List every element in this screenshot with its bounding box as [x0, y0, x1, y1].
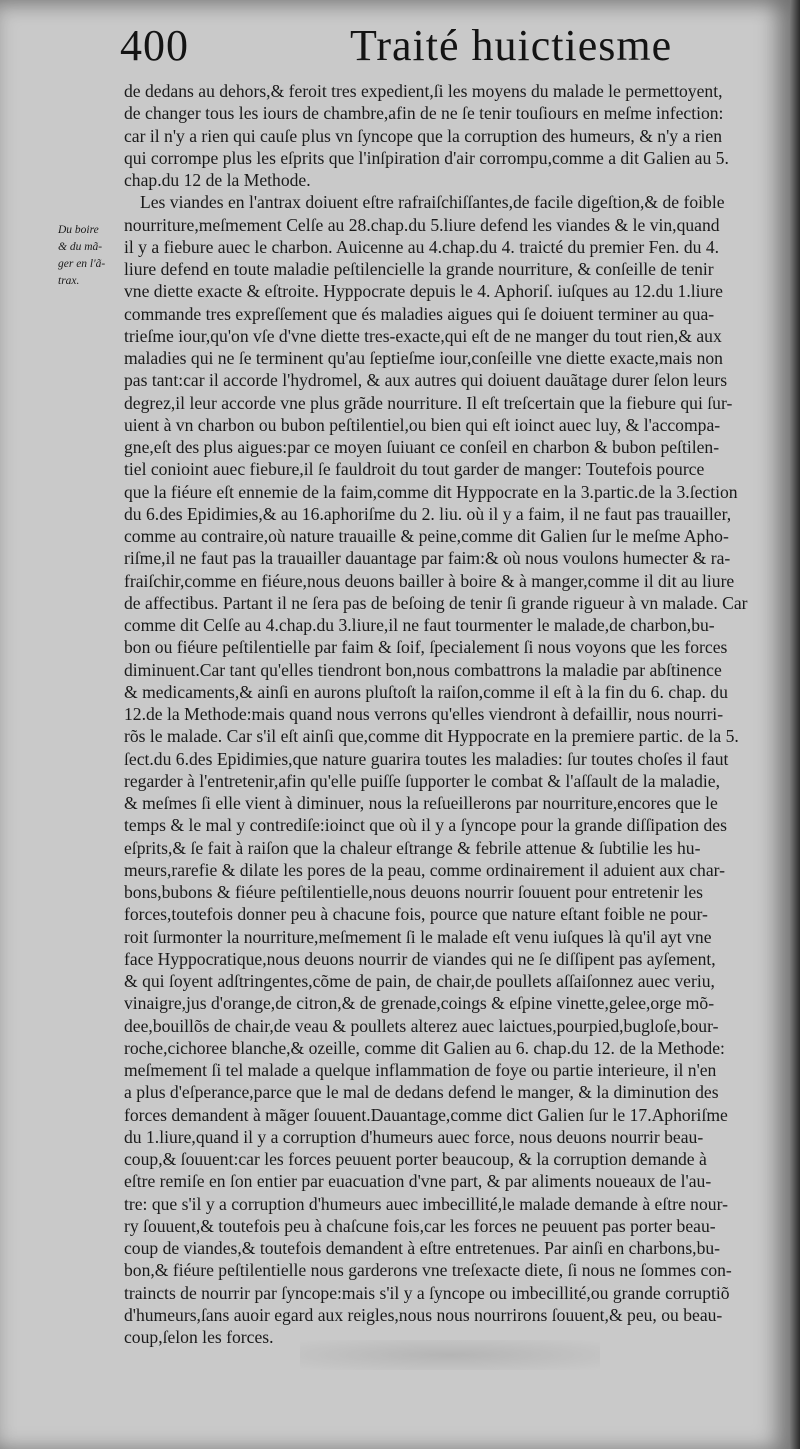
- margin-note-line: & du mã-: [58, 241, 103, 253]
- text-line: il y a fiebure auec le charbon. Auicenne au 4.chap.du 4. traicté du premier Fen. du 4.: [124, 236, 720, 257]
- text-line: rõs le malade. Car s'il eſt ainſi que,comme dit Hyppocrate en la premiere partic. de la 5.: [124, 726, 739, 747]
- text-line: liure defend en toute maladie peſtilencielle la grande nourriture, & conſeille de tenir: [124, 259, 714, 279]
- text-line: roit ſurmonter la nourriture,meſmement ſi le malade eſt venu iuſques là qu'il ayt vne: [124, 926, 712, 947]
- text-line: bon ou fiéure peſtilentielle par faim & ſoif, ſpecialement ſi nous voyons que les forces: [124, 637, 728, 658]
- text-line: maladies qui ne ſe terminent qu'au ſeptieſme iour,conſeille vne diette exacte,mais non: [124, 348, 723, 368]
- body-text: [124, 80, 774, 1348]
- text-line: coup,ſelon les forces.: [124, 1327, 274, 1347]
- text-line: traincts de nourrir par ſyncope:mais s'il y a ſyncope ou imbecillité,ou grande corruptiõ: [124, 1282, 730, 1303]
- text-line: uient à vn charbon ou bubon peſtilentiel,ou bien qui eſt ioinct auec luy, & l'accompa-: [124, 414, 721, 435]
- text-line: dee,bouillõs de chair,de veau & poullets alterez auec laictues,pourpied,bugloſe,bour-: [124, 1015, 719, 1036]
- binding-gutter: [790, 0, 800, 1449]
- margin-note-line: ger en l'ã-: [58, 258, 106, 270]
- text-line: tiel conioint auec fiebure,il ſe fauldroit du tout garder de manger: Toutefois pource: [124, 459, 705, 480]
- text-line: du 1.liure,quand il y a corruption d'humeurs auec force, nous deuons nourrir beau-: [124, 1126, 704, 1147]
- text-line: tre: que s'il y a corruption d'humeurs auec imbecillité,le malade demande à eſtre nour-: [124, 1193, 728, 1214]
- text-line: meurs,rarefie & dilate les pores de la peau, comme ordinairement il aduient aux char-: [124, 859, 726, 880]
- margin-note-line: Du boire: [58, 224, 99, 236]
- text-line: diminuent.Car tant qu'elles tiendront bon,nous combattrons la maladie par abſtinence: [124, 659, 722, 680]
- text-line: vinaigre,jus d'orange,de citron,& de grenade,coings & eſpine vinette,gelee,orge mõ-: [124, 993, 715, 1014]
- running-title: Traité huictiesme: [350, 21, 673, 70]
- text-line: & meſmes ſi elle vient à diminuer, nous la reſueillerons par nourriture,encores que le: [124, 793, 718, 813]
- text-line: que la fiéure eſt ennemie de la faim,comme dit Hyppocrate en la 3.partic.de la 3.ſection: [124, 481, 738, 502]
- text-line: forces demandent à mãger ſouuent.Dauantage,comme dict Galien ſur le 17.Aphoriſme: [124, 1104, 728, 1125]
- text-line: du 6.des Epidimies,& au 16.aphoriſme du 2. liu. où il y a faim, il ne faut pas trauailler,: [124, 503, 732, 524]
- text-line: a plus d'eſperance,parce que le mal de dedans defend le manger, & la diminution des: [124, 1082, 719, 1103]
- text-line: degrez,il leur accorde vne plus grãde nourriture. Il eſt treſcertain que la fiebure qui ſur-: [124, 392, 733, 413]
- text-line: chap.du 12 de la Methode.: [124, 170, 311, 190]
- text-line: bons,bubons & fiéure peſtilentielle,nous deuons nourrir ſouuent pour entretenir les: [124, 882, 703, 902]
- text-line: nourriture,meſmement Celſe au 28.chap.du 5.liure defend les viandes & le vin,quand: [124, 214, 720, 235]
- text-line: meſmement ſi tel malade a quelque inflammation de foye ou partie interieure, il n'en: [124, 1060, 717, 1080]
- page-header: [120, 20, 760, 76]
- text-line: gne,eſt des plus aigues:par ce moyen ſuiuant ce conſeil en charbon & bubon peſtilen-: [124, 437, 720, 457]
- text-line: bon,& fiéure peſtilentielle nous garderons vne treſexacte diete, ſi nous ne ſommes con-: [124, 1260, 732, 1281]
- page-number: 400: [120, 21, 189, 70]
- text-line: forces,toutefois donner peu à chacune fois, pource que nature eſtant foible ne pour-: [124, 904, 708, 925]
- text-line: roche,cichoree blanche,& ozeille, comme dit Galien au 6. chap.du 12. de la Methode:: [124, 1037, 725, 1058]
- text-line: ſect.du 6.des Epidimies,que nature guarira toutes les maladies: ſur toutes choſes il faut: [124, 748, 729, 769]
- text-line: commande tres expreſſement que és maladies aigues qui ſe doiuent terminer au qua-: [124, 303, 715, 324]
- text-line: face Hyppocratique,nous deuons nourrir de viandes qui ne ſe diſſipent pas ayſement,: [124, 948, 716, 969]
- text-line: regarder à l'entretenir,afin qu'elle puiſſe ſupporter le combat & l'aſſault de la maladie,: [124, 770, 720, 791]
- text-line: de changer tous les iours de chambre,afin de ne ſe tenir touſiours en meſme infection:: [124, 103, 724, 124]
- text-line: qui corrompe plus les eſprits que l'inſpiration d'air corrompu,comme a dit Galien au 5.: [124, 147, 729, 168]
- text-line: eſtre remiſe en ſon entier par euacuation d'vne part, & par aliments noueaux de l'au-: [124, 1171, 712, 1192]
- text-line: temps & le mal y contrediſe:ioinct que où il y a ſyncope pour la grande diſſipation des: [124, 815, 727, 836]
- margin-note-line: trax.: [58, 275, 80, 287]
- text-line: vne diette exacte & eſtroite. Hyppocrate depuis le 4. Aphoriſ. iuſques au 12.du 1.liure: [124, 281, 723, 302]
- text-line: coup,& ſouuent:car les forces peuuent porter beaucoup, & la corruption demande à: [124, 1149, 707, 1169]
- text-line: riſme,il ne faut pas la trauailler dauantage par faim:& où nous voulons humecter & ra-: [124, 548, 731, 569]
- text-line: trieſme iour,qu'on vſe d'vne diette tres-exacte,qui eſt de ne manger du tout rien,& aux: [124, 325, 722, 346]
- text-line: fraiſchir,comme en fiéure,nous deuons bailler à boire & à manger,comme il dit au liure: [124, 570, 735, 591]
- text-line: 12.de la Methode:mais quand nous verrons qu'elles viendront à defaillir, nous nourri-: [124, 704, 724, 724]
- text-line: & qui ſoyent adſtringentes,cõme de pain, de chair,de poullets aſſaiſonnez auec veriu,: [124, 971, 715, 991]
- text-line: & medicaments,& ainſi en aurons pluſtoſt la raiſon,comme il eſt à la fin du 6. chap. du: [124, 681, 728, 702]
- text-line: comme au contraire,où nature trauaille & peine,comme dit Galien ſur le meſme Apho-: [124, 526, 729, 546]
- text-line: car il n'y a rien qui cauſe plus vn ſyncope que la corruption des humeurs, & n'y a rien: [124, 125, 722, 146]
- show-through-stain: [300, 1340, 600, 1370]
- text-line: de affectibus. Partant il ne ſera pas de beſoing de tenir ſi grande rigueur à vn malade. Car: [124, 592, 748, 613]
- text-line: ry ſouuent,& toutefois peu à chaſcune fois,car les forces ne peuuent pas porter beau-: [124, 1215, 716, 1236]
- text-line: comme dit Celſe au 4.chap.du 3.liure,il ne faut tourmenter le malade,de charbon,bu-: [124, 615, 715, 635]
- text-line: d'humeurs,ſans auoir egard aux reigles,nous nous nourrirons ſouuent,& peu, ou beau-: [124, 1304, 723, 1325]
- text-line: coup de viandes,& toutefois demandent à eſtre entretenues. Par ainſi en charbons,bu-: [124, 1238, 721, 1258]
- paragraph-start-line: Les viandes en l'antrax doiuent eſtre rafraiſchiſſantes,de facile digeſtion,& de foible: [140, 192, 725, 213]
- text-line: eſprits,& ſe fait à raiſon que la chaleur eſtrange & febrile attenue & ſubtilie les hu-: [124, 837, 701, 858]
- text-line: pas tant:car il accorde l'hydromel, & aux autres qui doiuent dauãtage durer ſelon leurs: [124, 370, 728, 391]
- text-line: de dedans au dehors,& feroit tres expedient,ſi les moyens du malade le permettoyent,: [124, 81, 723, 101]
- margin-note: [58, 222, 120, 290]
